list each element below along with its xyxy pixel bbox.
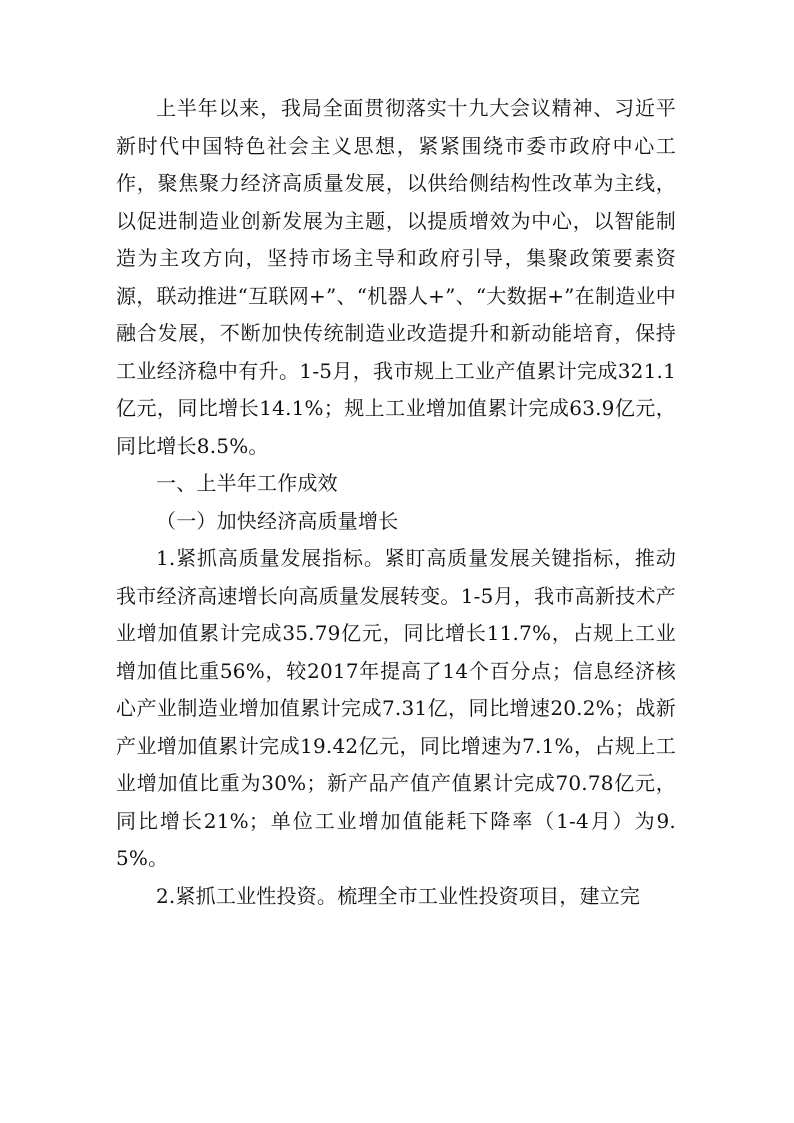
document-body xyxy=(116,90,676,915)
item-2-paragraph: 2.紧抓工业性投资。梳理全市工业性投资项目，建立完 xyxy=(156,883,641,908)
intro-paragraph: 上半年以来，我局全面贯彻落实十九大会议精神、习近平新时代中国特色社会主义思想，紧紧围绕市委市政府中心工作，聚焦聚力经济高质量发展，以供给侧结构性改革为主线，以促进制造业创新发展为主题，以提质增效为中心，以智能制造为主攻方向，坚持市场主导和政府引导，集聚政策要素资源，联动推进“互联网+”、“机器人+”、“大数据+”在制造业中融合发展，不断加快传统制造业改造提升和新动能培育，保持工业经济稳中有升。1-5月，我市规上工业产值累计完成321.1亿元，同比增长14.1%；规上工业增加值累计完成63.9亿元，同比增长8.5%。 xyxy=(116,96,676,458)
section-heading: 一、上半年工作成效 xyxy=(156,471,338,495)
item-1-paragraph: 1.紧抓高质量发展指标。紧盯高质量发展关键指标，推动我市经济高速增长向高质量发展转变。1-5月，我市高新技术产业增加值累计完成35.79亿元，同比增长11.7%，占规上工业增加值比重56%，较2017年提高了14个百分点；信息经济核心产业制造业增加值累计完成7.31亿，同比增速20.2%；战新产业增加值累计完成19.42亿元，同比增速为7.1%，占规上工业增加值比重为30%；新产品产值产值累计完成70.78亿元，同比增长21%；单位工业增加值能耗下降率（1-4月）为9.5%。 xyxy=(116,546,676,870)
subsection-heading: （一）加快经济高质量增长 xyxy=(156,508,399,533)
